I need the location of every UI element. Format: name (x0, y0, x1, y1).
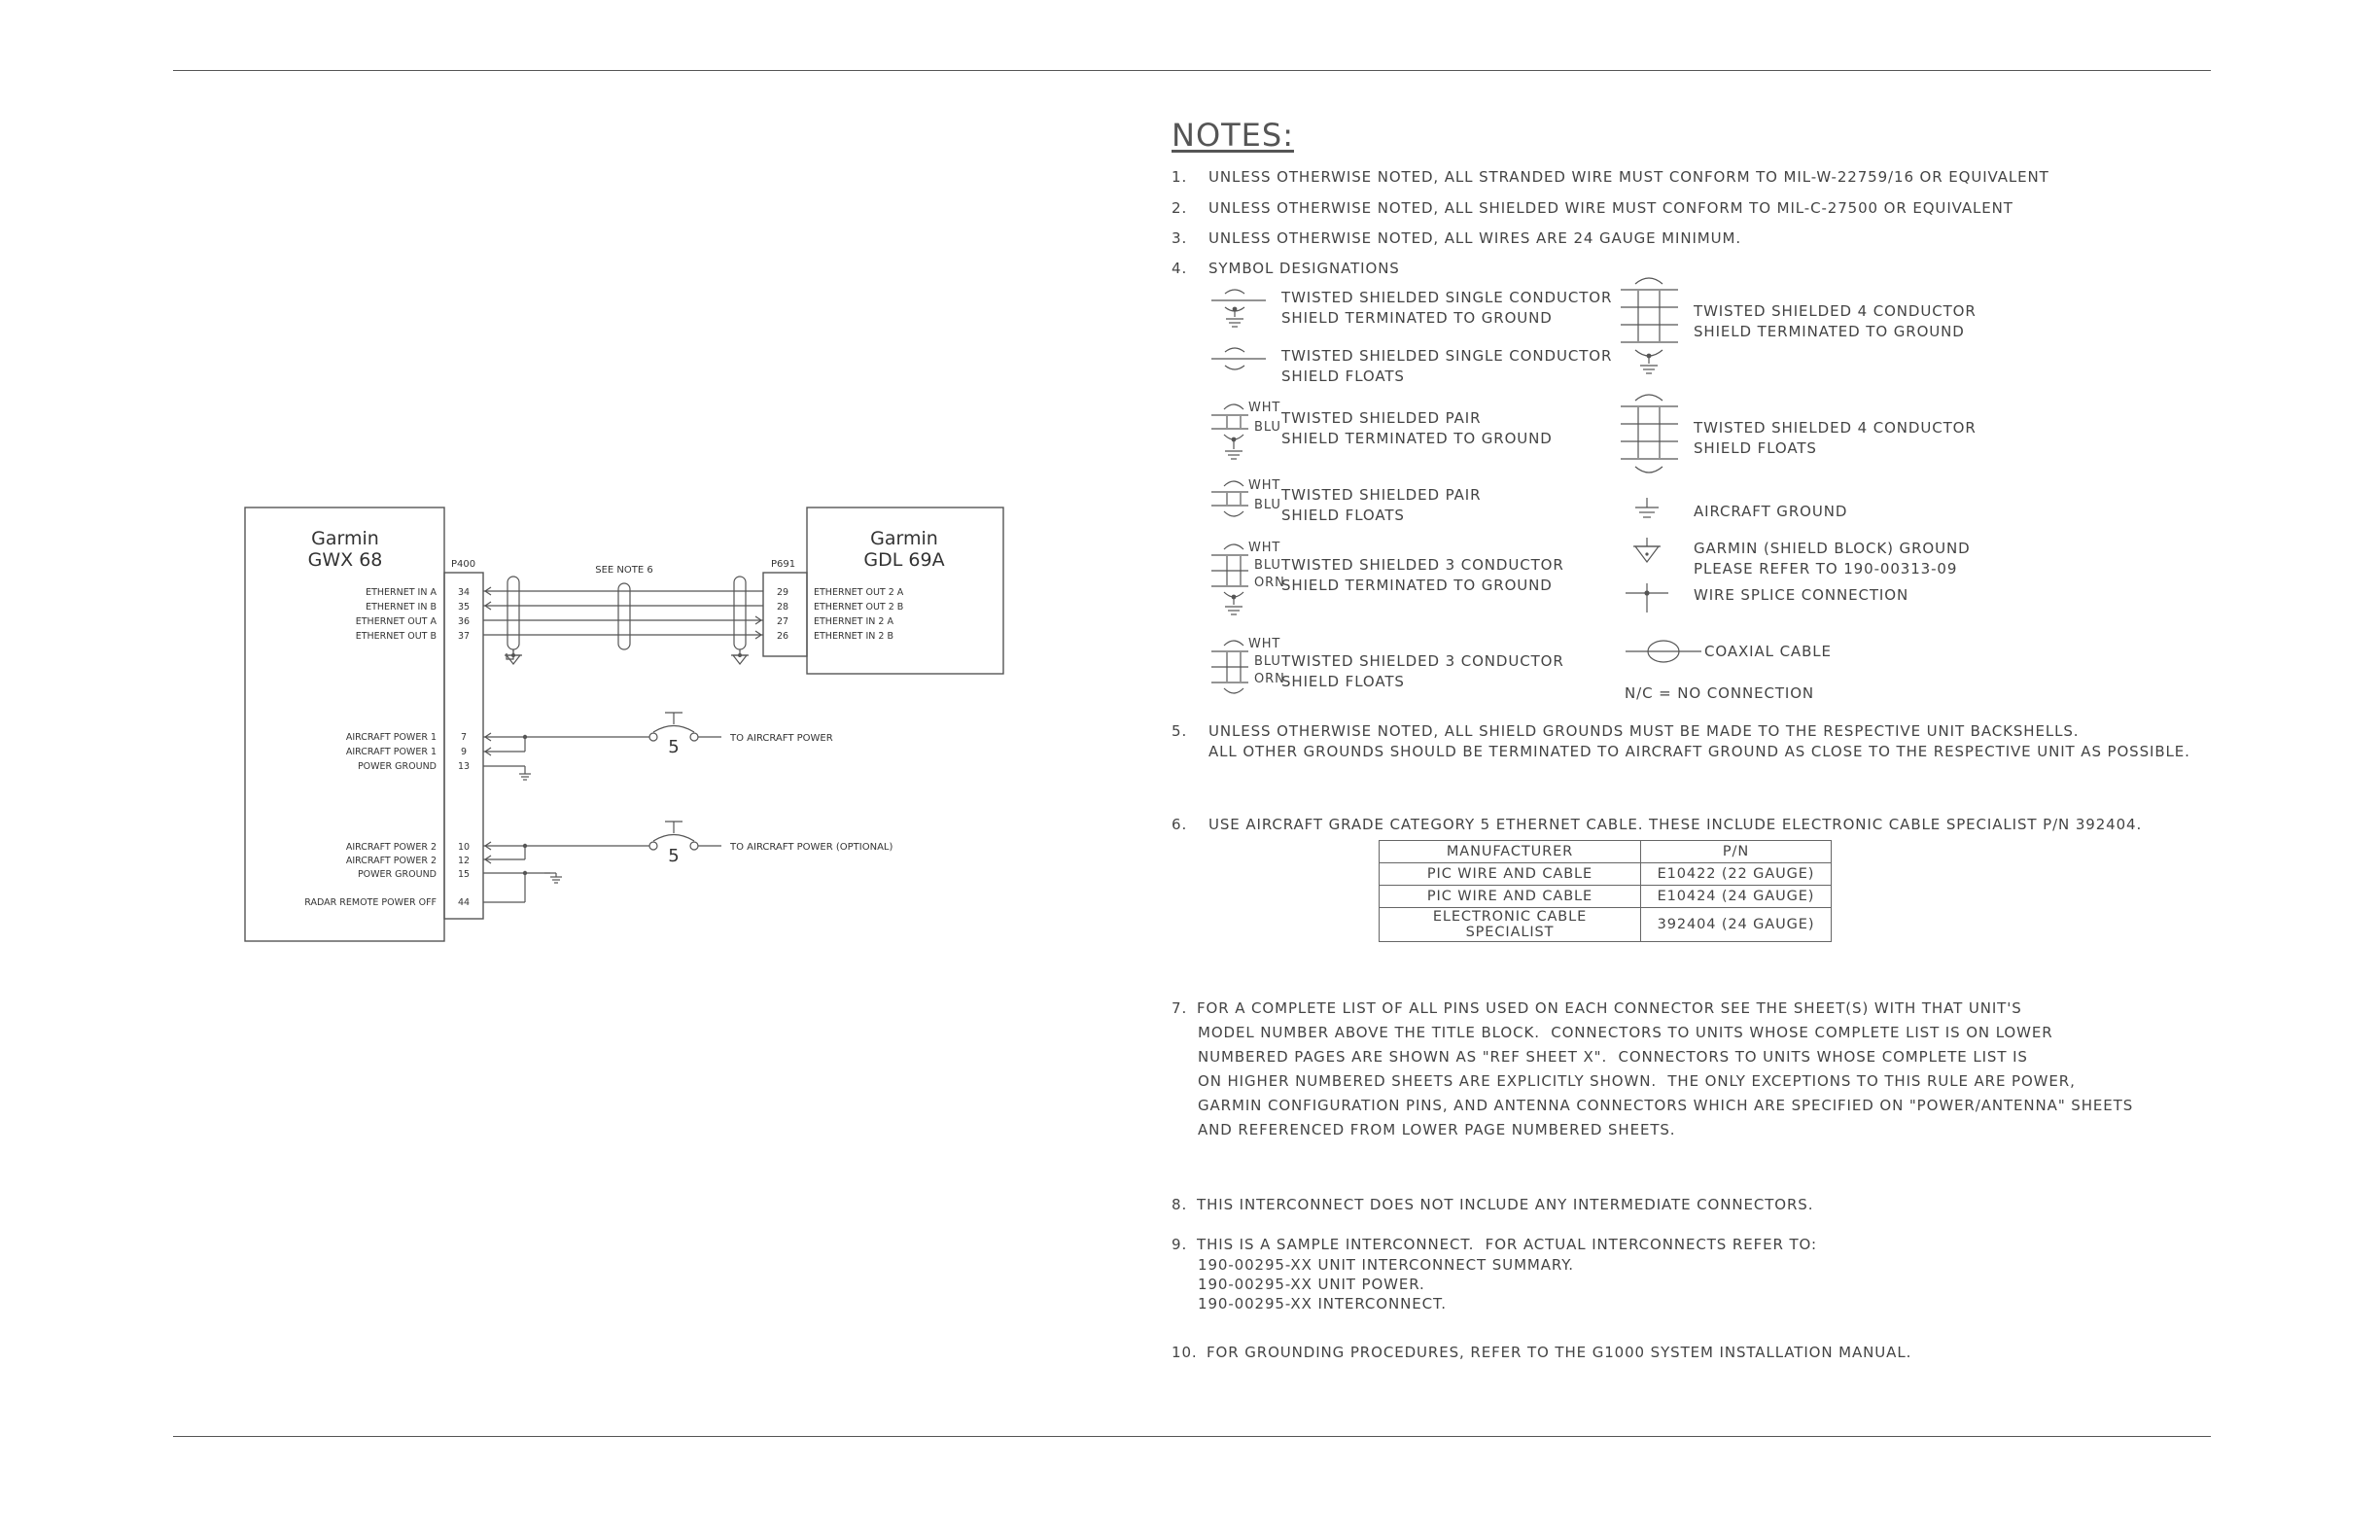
note-7 (1172, 998, 2022, 1019)
note-text: UNLESS OTHERWISE NOTED, ALL STRANDED WIRE MUST CONFORM TO MIL-W-22759/16 OR EQUIVALENT (1208, 168, 2049, 186)
wht-tag: WHT (1248, 478, 1281, 493)
pwr1-label: AIRCRAFT POWER 1 (345, 732, 437, 743)
table-cell: PIC WIRE AND CABLE (1380, 886, 1641, 908)
symbol-text: SHIELD FLOATS (1281, 673, 1405, 690)
symbol-text: SHIELD TERMINATED TO GROUND (1694, 323, 1965, 340)
note-number: 3. (1172, 229, 1188, 247)
pwr2-label: AIRCRAFT POWER 2 (345, 856, 437, 866)
pwr1-label: AIRCRAFT POWER 1 (345, 747, 437, 757)
splice-dot (523, 871, 527, 875)
notes-title: NOTES: (1172, 117, 1294, 154)
table-cell: PIC WIRE AND CABLE (1380, 863, 1641, 886)
note-number: 1. (1172, 168, 1188, 186)
note-number: 8. (1172, 1196, 1188, 1213)
symbol-8-label (1694, 418, 1977, 459)
table-cell: E10422 (22 GAUGE) (1641, 863, 1832, 886)
symbol-text: SHIELD TERMINATED TO GROUND (1281, 309, 1553, 327)
table-row (1380, 886, 1832, 908)
orn-tag: ORN (1254, 576, 1285, 590)
wht-tag: WHT (1248, 637, 1281, 651)
note-7-line-4: ON HIGHER NUMBERED SHEETS ARE EXPLICITLY SHOWN. THE ONLY EXCEPTIONS TO THIS RULE ARE POWER, (1198, 1072, 2076, 1090)
eth-left-label: ETHERNET IN A (366, 587, 437, 598)
cable-table (1379, 840, 1832, 942)
breaker-2-rating: 5 (668, 846, 680, 866)
eth-right-label: ETHERNET OUT 2 B (814, 602, 904, 612)
note-7-line-2: MODEL NUMBER ABOVE THE TITLE BLOCK. CONNECTORS TO UNITS WHOSE COMPLETE LIST IS ON LOWER (1198, 1024, 2053, 1041)
symbol-text: SHIELD FLOATS (1281, 368, 1405, 385)
note-number: 5. (1172, 722, 1188, 740)
symbol-text: SHIELD FLOATS (1694, 439, 1817, 457)
see-note-6: SEE NOTE 6 (595, 565, 653, 576)
symbol-text: TWISTED SHIELDED 4 CONDUCTOR (1694, 302, 1977, 320)
note-8 (1172, 1195, 1813, 1215)
eth-right-label: ETHERNET IN 2 B (814, 631, 893, 642)
to-aircraft-power-2: TO AIRCRAFT POWER (OPTIONAL) (730, 842, 893, 853)
table-header: P/N (1641, 841, 1832, 863)
note-text: FOR A COMPLETE LIST OF ALL PINS USED ON EACH CONNECTOR SEE THE SHEET(S) WITH THAT UNIT'S (1197, 999, 2022, 1017)
note-6 (1172, 815, 2142, 835)
symbol-1-label (1281, 288, 1612, 329)
pwr2-pin: 44 (458, 897, 471, 908)
eth-left-pin: 35 (458, 602, 471, 612)
blu-tag: BLU (1254, 558, 1281, 573)
eth-left-label: ETHERNET OUT A (355, 616, 437, 627)
symbol-text: SHIELD TERMINATED TO GROUND (1281, 430, 1553, 447)
pwr2-label: AIRCRAFT POWER 2 (345, 842, 437, 853)
eth-right-pin: 27 (777, 616, 789, 627)
wht-tag: WHT (1248, 541, 1281, 555)
blu-tag: BLU (1254, 420, 1281, 435)
eth-right-pin: 29 (777, 587, 789, 598)
eth-left-label: ETHERNET IN B (366, 602, 437, 612)
symbol-text: TWISTED SHIELDED SINGLE CONDUCTOR (1281, 347, 1613, 365)
symbol-12-label: COAXIAL CABLE (1704, 643, 1832, 660)
symbol-text: PLEASE REFER TO 190-00313-09 (1694, 560, 1958, 578)
note-5 (1172, 721, 2079, 742)
symbol-text: TWISTED SHIELDED 4 CONDUCTOR (1694, 419, 1977, 437)
pwr2-pin: 15 (458, 869, 471, 880)
orn-tag: ORN (1254, 672, 1285, 686)
symbol-text: TWISTED SHIELDED 3 CONDUCTOR (1281, 556, 1564, 574)
pwr1-pin: 7 (461, 732, 468, 743)
symbol-9-label: AIRCRAFT GROUND (1694, 503, 1848, 520)
symbol-text: TWISTED SHIELDED 3 CONDUCTOR (1281, 652, 1564, 670)
ethernet-dots (511, 653, 742, 657)
pwr1-label: POWER GROUND (357, 761, 437, 772)
to-aircraft-power-1: TO AIRCRAFT POWER (730, 733, 833, 744)
note-text: SYMBOL DESIGNATIONS (1208, 260, 1400, 277)
note-number: 10. (1172, 1344, 1198, 1361)
power-1-wires (483, 713, 721, 780)
pwr1-pin: 13 (458, 761, 471, 772)
symbol-text: TWISTED SHIELDED PAIR (1281, 409, 1482, 427)
note-text: UNLESS OTHERWISE NOTED, ALL WIRES ARE 24 GAUGE MINIMUM. (1208, 229, 1742, 247)
symbol-text: TWISTED SHIELDED PAIR (1281, 486, 1482, 504)
note-9 (1172, 1235, 1817, 1255)
p691-connector (763, 573, 807, 656)
table-header: MANUFACTURER (1380, 841, 1641, 863)
eth-left-pin: 36 (458, 616, 471, 627)
note-text: THIS IS A SAMPLE INTERCONNECT. FOR ACTUAL INTERCONNECTS REFER TO: (1197, 1236, 1817, 1253)
note-7-line-3: NUMBERED PAGES ARE SHOWN AS "REF SHEET X". CONNECTORS TO UNITS WHOSE COMPLETE LIST IS (1198, 1048, 2028, 1066)
note-text: THIS INTERCONNECT DOES NOT INCLUDE ANY INTERMEDIATE CONNECTORS. (1197, 1196, 1814, 1213)
wht-tag: WHT (1248, 401, 1281, 415)
note-3 (1172, 228, 1741, 249)
symbol-text: TWISTED SHIELDED SINGLE CONDUCTOR (1281, 289, 1613, 306)
note-2 (1172, 198, 2013, 219)
symbol-text: GARMIN (SHIELD BLOCK) GROUND (1694, 540, 1971, 557)
table-cell: ELECTRONIC CABLE SPECIALIST (1380, 908, 1641, 942)
pwr2-label: RADAR REMOTE POWER OFF (304, 897, 437, 908)
note-text: USE AIRCRAFT GRADE CATEGORY 5 ETHERNET CABLE. THESE INCLUDE ELECTRONIC CABLE SPECIALIST P/N 392404. (1208, 816, 2143, 833)
table-cell: E10424 (24 GAUGE) (1641, 886, 1832, 908)
p400-label: P400 (451, 559, 476, 570)
eth-left-label: ETHERNET OUT B (355, 631, 437, 642)
note-9-line-3: 190-00295-XX UNIT POWER. (1198, 1276, 1425, 1293)
blu-tag: BLU (1254, 498, 1281, 512)
symbol-11-label: WIRE SPLICE CONNECTION (1694, 586, 1909, 604)
splice-dot (523, 844, 527, 848)
note-text: UNLESS OTHERWISE NOTED, ALL SHIELD GROUNDS MUST BE MADE TO THE RESPECTIVE UNIT BACKSHELLS. (1208, 722, 2080, 740)
table-row (1380, 863, 1832, 886)
eth-right-pin: 28 (777, 602, 789, 612)
pwr2-label: POWER GROUND (357, 869, 437, 880)
note-number: 4. (1172, 260, 1188, 277)
note-number: 7. (1172, 999, 1188, 1017)
note-1 (1172, 167, 2049, 188)
eth-right-label: ETHERNET OUT 2 A (814, 587, 904, 598)
symbol-7-label (1694, 301, 1977, 342)
symbol-10-label (1694, 539, 1971, 579)
gwx-model: GWX 68 (307, 549, 383, 571)
symbol-3-label (1281, 408, 1553, 449)
symbol-13-label: N/C = NO CONNECTION (1625, 684, 1815, 702)
eth-left-pin: 37 (458, 631, 471, 642)
note-9-line-4: 190-00295-XX INTERCONNECT. (1198, 1295, 1447, 1312)
symbol-2-label (1281, 346, 1612, 387)
note-number: 6. (1172, 816, 1188, 833)
note-9-line-2: 190-00295-XX UNIT INTERCONNECT SUMMARY. (1198, 1256, 1574, 1274)
note-10 (1172, 1343, 1911, 1363)
note-text: UNLESS OTHERWISE NOTED, ALL SHIELDED WIRE MUST CONFORM TO MIL-C-27500 OR EQUIVALENT (1208, 199, 2013, 217)
blu-tag: BLU (1254, 654, 1281, 669)
pwr1-pin: 9 (461, 747, 468, 757)
table-cell: 392404 (24 GAUGE) (1641, 908, 1832, 942)
eth-right-label: ETHERNET IN 2 A (814, 616, 893, 627)
symbol-5-label (1281, 555, 1564, 596)
note-text: FOR GROUNDING PROCEDURES, REFER TO THE G1000 SYSTEM INSTALLATION MANUAL. (1207, 1344, 1912, 1361)
note-7-line-5: GARMIN CONFIGURATION PINS, AND ANTENNA CONNECTORS WHICH ARE SPECIFIED ON "POWER/ANTENNA" SHEETS (1198, 1097, 2134, 1114)
note-number: 2. (1172, 199, 1188, 217)
breaker-1-rating: 5 (668, 737, 680, 757)
power-group-1 (346, 732, 470, 772)
gwx-maker: Garmin (311, 528, 379, 549)
note-4 (1172, 259, 1400, 279)
pwr2-pin: 12 (458, 856, 471, 866)
gdl-maker: Garmin (870, 528, 938, 549)
symbol-text: SHIELD FLOATS (1281, 507, 1405, 524)
table-header-row (1380, 841, 1832, 863)
symbol-4-label (1281, 485, 1481, 526)
symbol-6-label (1281, 651, 1564, 692)
note-7-line-6: AND REFERENCED FROM LOWER PAGE NUMBERED SHEETS. (1198, 1121, 1676, 1138)
symbol-text: SHIELD TERMINATED TO GROUND (1281, 577, 1553, 594)
gdl-model: GDL 69A (863, 549, 945, 571)
note-5-line-2: ALL OTHER GROUNDS SHOULD BE TERMINATED TO AIRCRAFT GROUND AS CLOSE TO THE RESPECTIVE UNIT AS POSSIBLE. (1208, 743, 2190, 760)
table-row (1380, 908, 1832, 942)
splice-dot (523, 735, 527, 739)
note-number: 9. (1172, 1236, 1188, 1253)
ethernet-wires (483, 577, 763, 664)
pwr2-pin: 10 (458, 842, 471, 853)
p691-label: P691 (771, 559, 796, 570)
power-2-wires (483, 822, 721, 902)
eth-right-pin: 26 (777, 631, 789, 642)
eth-left-pin: 34 (458, 587, 471, 598)
